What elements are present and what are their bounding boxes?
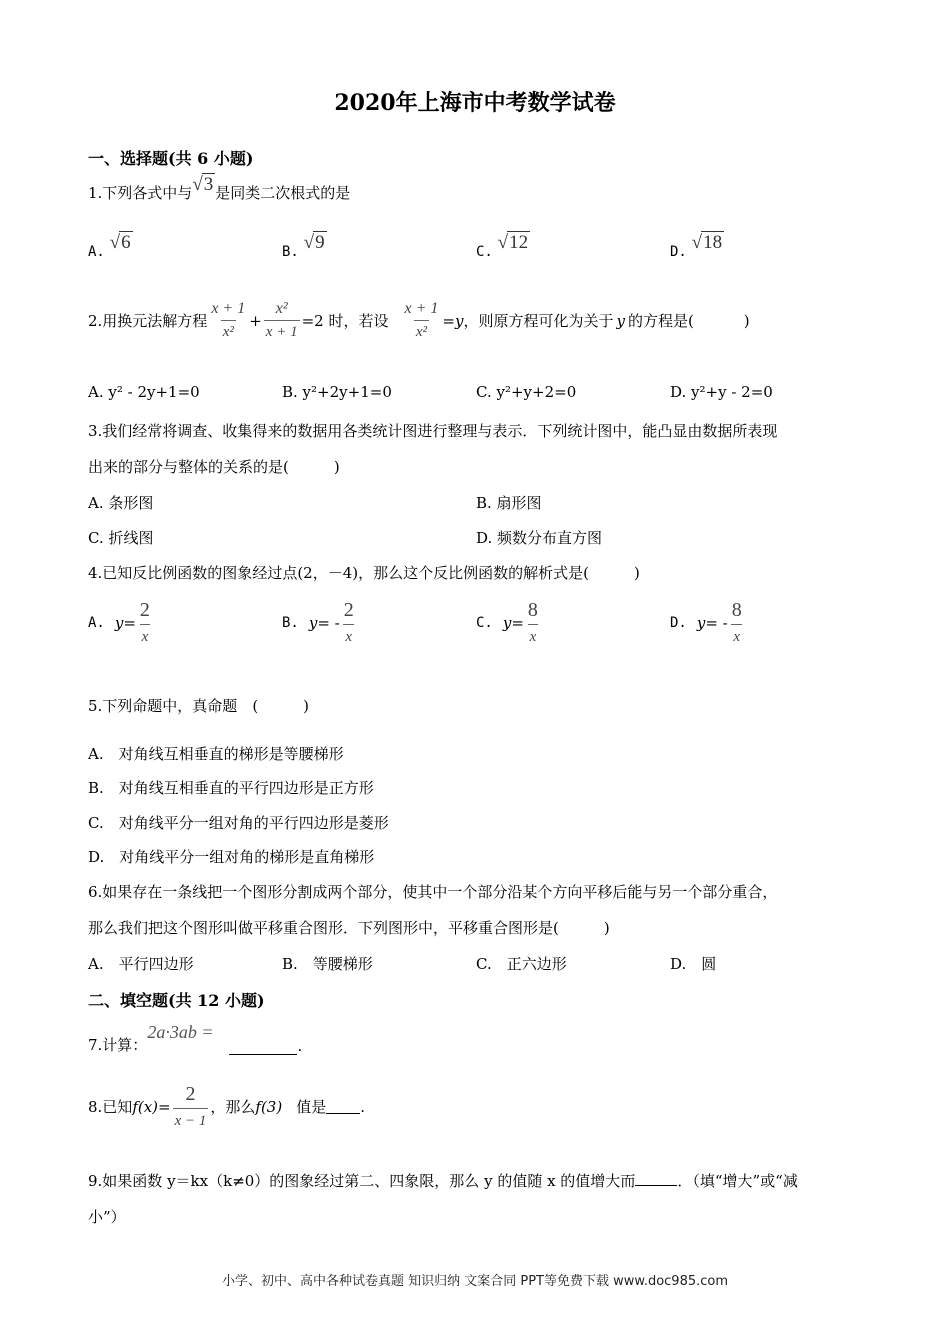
- q2-option-b: B. y²+2y+1=0: [282, 383, 392, 401]
- question-8: 8.已知 f(x)= $\frac{2}{x - 1}$ ，那么 f(3) 值是 .: [88, 1080, 365, 1133]
- q2-option-a: A. y² - 2y+1=0: [88, 383, 200, 401]
- question-1-stem: 1.下列各式中与: [88, 184, 193, 202]
- q5-option-a: A. 对角线互相垂直的梯形是等腰梯形: [88, 745, 344, 763]
- fraction: $\frac{2}{x - 1}$: [173, 1080, 209, 1133]
- question-3-line-2: 出来的部分与整体的关系的是( ): [88, 458, 340, 476]
- fraction: $\frac{x + 1}{\text{x²}}$: [209, 298, 247, 343]
- q4-option-b: B. y= - $\frac{2}{x}$: [282, 596, 358, 649]
- q2-option-c: C. y²+y+2=0: [476, 383, 577, 401]
- question-9-line-2: 小”）: [88, 1208, 126, 1226]
- sqrt-symbol: √6: [109, 232, 131, 253]
- question-3-line-1: 3.我们经常将调查、收集得来的数据用各类统计图进行整理与表示．下列统计图中，能凸显由数据所表现: [88, 422, 778, 440]
- fraction: $\frac{8}{x}$: [526, 596, 540, 649]
- question-7: 7.计算： 2a·3ab = .: [88, 1022, 303, 1055]
- q1-option-d: D. √18: [670, 232, 723, 260]
- q1-option-c: C. √12: [476, 232, 529, 260]
- question-2: 2.用换元法解方程 $\frac{x + 1}{\text{x²}}$ + $\frac{\text{x²}}{x + 1}$ =2 时，若设 $\frac{x + 1}{\text{x²}}$ = y ，则原方程可化为关于 y 的方程是( ): [88, 298, 750, 343]
- q1-option-b: B. √9: [282, 232, 325, 260]
- answer-blank: [326, 1099, 360, 1114]
- sqrt-symbol: √12: [497, 232, 529, 253]
- question-4: 4.已知反比例函数的图象经过点(2，－4)，那么这个反比例函数的解析式是( ): [88, 564, 640, 582]
- answer-blank: [229, 1040, 297, 1055]
- q5-option-d: D. 对角线平分一组对角的梯形是直角梯形: [88, 848, 375, 866]
- q3-option-c: C. 折线图: [88, 529, 154, 547]
- question-1: 1.下列各式中与√3 是同类二次根式的是: [88, 174, 351, 202]
- fraction: $\frac{x + 1}{\text{x²}}$: [402, 298, 440, 343]
- q1-option-a: A. √6: [88, 232, 131, 260]
- question-6-line-2: 那么我们把这个图形叫做平移重合图形．下列图形中，平移重合图形是( ): [88, 919, 610, 937]
- fraction: $\frac{\text{x²}}{x + 1}$: [264, 298, 300, 343]
- answer-blank: [635, 1171, 677, 1186]
- q3-option-b: B. 扇形图: [476, 494, 542, 512]
- q3-option-d: D. 频数分布直方图: [476, 529, 603, 547]
- q6-option-d: D. 圆: [670, 955, 717, 973]
- q5-option-b: B. 对角线互相垂直的平行四边形是正方形: [88, 779, 374, 797]
- sqrt-symbol: √18: [691, 232, 723, 253]
- q3-option-a: A. 条形图: [88, 494, 154, 512]
- page-footer: 小学、初中、高中各种试卷真题 知识归纳 文案合同 PPT等免费下载 www.doc985.com: [221, 1274, 729, 1289]
- section-heading-fill: 二、填空题(共 12 小题): [88, 991, 265, 1010]
- q5-option-c: C. 对角线平分一组对角的平行四边形是菱形: [88, 814, 389, 832]
- q4-option-a: A. y= $\frac{2}{x}$: [88, 596, 154, 649]
- fraction: $\frac{8}{x}$: [730, 596, 744, 649]
- q6-option-b: B. 等腰梯形: [282, 955, 373, 973]
- page-title: 2020年上海市中考数学试卷: [334, 90, 616, 116]
- math-expression: 2a·3ab =: [147, 1022, 214, 1042]
- question-9-line-1: 9.如果函数 y＝kx（k≠0）的图象经过第二、四象限，那么 y 的值随 x 的值增大而 ．（填“增大”或“减: [88, 1172, 798, 1190]
- q4-option-d: D. y= - $\frac{8}{x}$: [670, 596, 746, 649]
- section-heading-choice: 一、选择题(共 6 小题): [88, 149, 254, 168]
- q6-option-c: C. 正六边形: [476, 955, 567, 973]
- question-6-line-1: 6.如果存在一条线把一个图形分割成两个部分，使其中一个部分沿某个方向平移后能与另一个部分重合，: [88, 883, 778, 901]
- fraction: $\frac{2}{x}$: [342, 596, 356, 649]
- sqrt-symbol: √9: [303, 232, 325, 253]
- fraction: $\frac{2}{x}$: [138, 596, 152, 649]
- q6-option-a: A. 平行四边形: [88, 955, 194, 973]
- q2-option-d: D. y²+y - 2=0: [670, 383, 773, 401]
- question-5: 5.下列命题中，真命题 ( ): [88, 697, 310, 715]
- q4-option-c: C. y= $\frac{8}{x}$: [476, 596, 542, 649]
- sqrt-symbol: √3: [192, 174, 214, 195]
